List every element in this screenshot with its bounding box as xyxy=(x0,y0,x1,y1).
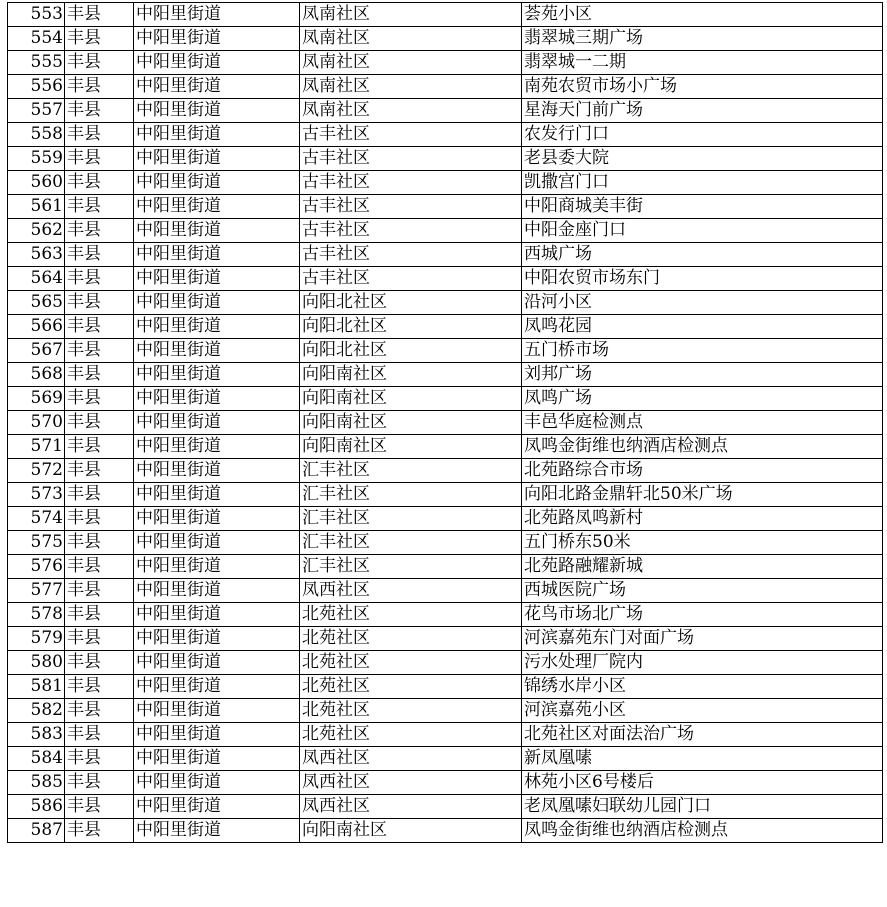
cell-street: 中阳里街道 xyxy=(134,579,300,603)
cell-county: 丰县 xyxy=(65,699,134,723)
cell-community: 古丰社区 xyxy=(300,243,522,267)
cell-community: 向阳南社区 xyxy=(300,387,522,411)
table-row xyxy=(8,243,883,267)
table-row xyxy=(8,627,883,651)
cell-county: 丰县 xyxy=(65,195,134,219)
cell-number: 561 xyxy=(8,195,65,219)
cell-street: 中阳里街道 xyxy=(134,267,300,291)
cell-site: 翡翠城三期广场 xyxy=(522,27,883,51)
cell-number: 580 xyxy=(8,651,65,675)
table-row xyxy=(8,27,883,51)
cell-community: 凤南社区 xyxy=(300,27,522,51)
cell-street: 中阳里街道 xyxy=(134,723,300,747)
cell-street: 中阳里街道 xyxy=(134,483,300,507)
table-row xyxy=(8,459,883,483)
cell-community: 古丰社区 xyxy=(300,147,522,171)
cell-community: 汇丰社区 xyxy=(300,459,522,483)
cell-site: 北苑路综合市场 xyxy=(522,459,883,483)
cell-number: 559 xyxy=(8,147,65,171)
cell-street: 中阳里街道 xyxy=(134,51,300,75)
cell-community: 北苑社区 xyxy=(300,675,522,699)
cell-number: 584 xyxy=(8,747,65,771)
cell-site: 中阳农贸市场东门 xyxy=(522,267,883,291)
cell-community: 凤西社区 xyxy=(300,747,522,771)
cell-street: 中阳里街道 xyxy=(134,3,300,27)
table-row xyxy=(8,171,883,195)
cell-county: 丰县 xyxy=(65,579,134,603)
cell-community: 汇丰社区 xyxy=(300,531,522,555)
cell-number: 586 xyxy=(8,795,65,819)
table-row xyxy=(8,435,883,459)
table-row xyxy=(8,123,883,147)
table-row xyxy=(8,147,883,171)
table-row xyxy=(8,411,883,435)
cell-site: 沿河小区 xyxy=(522,291,883,315)
table-row xyxy=(8,555,883,579)
cell-community: 向阳南社区 xyxy=(300,435,522,459)
cell-street: 中阳里街道 xyxy=(134,771,300,795)
cell-number: 582 xyxy=(8,699,65,723)
cell-county: 丰县 xyxy=(65,651,134,675)
table-row xyxy=(8,99,883,123)
cell-number: 564 xyxy=(8,267,65,291)
table-row xyxy=(8,75,883,99)
table-row xyxy=(8,795,883,819)
cell-county: 丰县 xyxy=(65,123,134,147)
cell-site: 污水处理厂院内 xyxy=(522,651,883,675)
cell-county: 丰县 xyxy=(65,243,134,267)
table-row xyxy=(8,819,883,843)
cell-street: 中阳里街道 xyxy=(134,699,300,723)
cell-community: 汇丰社区 xyxy=(300,507,522,531)
cell-street: 中阳里街道 xyxy=(134,603,300,627)
table-row xyxy=(8,3,883,27)
cell-number: 555 xyxy=(8,51,65,75)
cell-site: 南苑农贸市场小广场 xyxy=(522,75,883,99)
table-row xyxy=(8,531,883,555)
cell-number: 567 xyxy=(8,339,65,363)
cell-county: 丰县 xyxy=(65,531,134,555)
cell-site: 北苑路融耀新城 xyxy=(522,555,883,579)
table-row xyxy=(8,747,883,771)
cell-community: 北苑社区 xyxy=(300,651,522,675)
cell-street: 中阳里街道 xyxy=(134,411,300,435)
cell-community: 北苑社区 xyxy=(300,603,522,627)
cell-site: 凤鸣花园 xyxy=(522,315,883,339)
cell-community: 凤南社区 xyxy=(300,99,522,123)
cell-county: 丰县 xyxy=(65,99,134,123)
table-row xyxy=(8,507,883,531)
cell-county: 丰县 xyxy=(65,147,134,171)
cell-site: 西城广场 xyxy=(522,243,883,267)
cell-number: 560 xyxy=(8,171,65,195)
cell-community: 向阳南社区 xyxy=(300,411,522,435)
cell-street: 中阳里街道 xyxy=(134,507,300,531)
table-row xyxy=(8,315,883,339)
cell-street: 中阳里街道 xyxy=(134,819,300,843)
cell-site: 向阳北路金鼎轩北50米广场 xyxy=(522,483,883,507)
table-row xyxy=(8,195,883,219)
table-row xyxy=(8,363,883,387)
cell-street: 中阳里街道 xyxy=(134,531,300,555)
cell-site: 星海天门前广场 xyxy=(522,99,883,123)
cell-street: 中阳里街道 xyxy=(134,291,300,315)
cell-number: 583 xyxy=(8,723,65,747)
table-row xyxy=(8,651,883,675)
table-row xyxy=(8,579,883,603)
cell-county: 丰县 xyxy=(65,747,134,771)
cell-community: 凤西社区 xyxy=(300,579,522,603)
cell-county: 丰县 xyxy=(65,819,134,843)
cell-street: 中阳里街道 xyxy=(134,747,300,771)
cell-site: 北苑路凤鸣新村 xyxy=(522,507,883,531)
cell-number: 566 xyxy=(8,315,65,339)
cell-community: 古丰社区 xyxy=(300,171,522,195)
cell-community: 汇丰社区 xyxy=(300,483,522,507)
cell-county: 丰县 xyxy=(65,411,134,435)
table-row xyxy=(8,339,883,363)
cell-community: 向阳北社区 xyxy=(300,315,522,339)
cell-county: 丰县 xyxy=(65,459,134,483)
cell-number: 569 xyxy=(8,387,65,411)
cell-site: 五门桥市场 xyxy=(522,339,883,363)
cell-community: 向阳南社区 xyxy=(300,819,522,843)
table-row xyxy=(8,483,883,507)
cell-street: 中阳里街道 xyxy=(134,339,300,363)
cell-county: 丰县 xyxy=(65,363,134,387)
cell-number: 572 xyxy=(8,459,65,483)
table-row xyxy=(8,51,883,75)
cell-county: 丰县 xyxy=(65,771,134,795)
cell-street: 中阳里街道 xyxy=(134,435,300,459)
cell-street: 中阳里街道 xyxy=(134,315,300,339)
table-row xyxy=(8,723,883,747)
cell-site: 林苑小区6号楼后 xyxy=(522,771,883,795)
cell-number: 558 xyxy=(8,123,65,147)
table-row xyxy=(8,603,883,627)
cell-county: 丰县 xyxy=(65,315,134,339)
cell-community: 古丰社区 xyxy=(300,123,522,147)
cell-county: 丰县 xyxy=(65,75,134,99)
cell-site: 荟苑小区 xyxy=(522,3,883,27)
cell-site: 中阳商城美丰街 xyxy=(522,195,883,219)
cell-street: 中阳里街道 xyxy=(134,171,300,195)
cell-street: 中阳里街道 xyxy=(134,675,300,699)
cell-community: 汇丰社区 xyxy=(300,555,522,579)
cell-street: 中阳里街道 xyxy=(134,123,300,147)
cell-community: 古丰社区 xyxy=(300,195,522,219)
table-row xyxy=(8,291,883,315)
cell-county: 丰县 xyxy=(65,3,134,27)
cell-street: 中阳里街道 xyxy=(134,75,300,99)
cell-number: 562 xyxy=(8,219,65,243)
cell-community: 凤西社区 xyxy=(300,771,522,795)
cell-number: 565 xyxy=(8,291,65,315)
cell-number: 556 xyxy=(8,75,65,99)
cell-number: 563 xyxy=(8,243,65,267)
cell-number: 587 xyxy=(8,819,65,843)
cell-street: 中阳里街道 xyxy=(134,27,300,51)
cell-number: 578 xyxy=(8,603,65,627)
cell-number: 581 xyxy=(8,675,65,699)
cell-number: 570 xyxy=(8,411,65,435)
cell-county: 丰县 xyxy=(65,27,134,51)
cell-site: 河滨嘉苑东门对面广场 xyxy=(522,627,883,651)
cell-number: 579 xyxy=(8,627,65,651)
table-body xyxy=(8,3,883,843)
cell-community: 向阳南社区 xyxy=(300,363,522,387)
cell-site: 老县委大院 xyxy=(522,147,883,171)
cell-number: 576 xyxy=(8,555,65,579)
cell-number: 574 xyxy=(8,507,65,531)
cell-site: 丰邑华庭检测点 xyxy=(522,411,883,435)
cell-site: 西城医院广场 xyxy=(522,579,883,603)
table-row xyxy=(8,699,883,723)
cell-street: 中阳里街道 xyxy=(134,363,300,387)
cell-site: 花鸟市场北广场 xyxy=(522,603,883,627)
cell-community: 北苑社区 xyxy=(300,723,522,747)
cell-number: 568 xyxy=(8,363,65,387)
cell-site: 老凤凰嗉妇联幼儿园门口 xyxy=(522,795,883,819)
cell-site: 北苑社区对面法治广场 xyxy=(522,723,883,747)
cell-community: 向阳北社区 xyxy=(300,291,522,315)
cell-community: 北苑社区 xyxy=(300,699,522,723)
cell-county: 丰县 xyxy=(65,435,134,459)
table-row xyxy=(8,771,883,795)
cell-community: 古丰社区 xyxy=(300,267,522,291)
table-row xyxy=(8,387,883,411)
cell-site: 锦绣水岸小区 xyxy=(522,675,883,699)
cell-street: 中阳里街道 xyxy=(134,459,300,483)
cell-street: 中阳里街道 xyxy=(134,243,300,267)
cell-county: 丰县 xyxy=(65,483,134,507)
cell-community: 凤南社区 xyxy=(300,51,522,75)
cell-number: 575 xyxy=(8,531,65,555)
cell-county: 丰县 xyxy=(65,723,134,747)
cell-county: 丰县 xyxy=(65,171,134,195)
testing-sites-table xyxy=(7,2,883,843)
cell-site: 凤鸣金街维也纳酒店检测点 xyxy=(522,435,883,459)
cell-site: 河滨嘉苑小区 xyxy=(522,699,883,723)
cell-number: 554 xyxy=(8,27,65,51)
cell-county: 丰县 xyxy=(65,267,134,291)
cell-site: 中阳金座门口 xyxy=(522,219,883,243)
cell-site: 刘邦广场 xyxy=(522,363,883,387)
cell-county: 丰县 xyxy=(65,555,134,579)
cell-street: 中阳里街道 xyxy=(134,555,300,579)
cell-site: 五门桥东50米 xyxy=(522,531,883,555)
cell-county: 丰县 xyxy=(65,507,134,531)
cell-county: 丰县 xyxy=(65,795,134,819)
cell-site: 翡翠城一二期 xyxy=(522,51,883,75)
cell-street: 中阳里街道 xyxy=(134,387,300,411)
cell-site: 凯撒宫门口 xyxy=(522,171,883,195)
cell-county: 丰县 xyxy=(65,675,134,699)
cell-county: 丰县 xyxy=(65,603,134,627)
cell-street: 中阳里街道 xyxy=(134,651,300,675)
cell-number: 553 xyxy=(8,3,65,27)
cell-number: 573 xyxy=(8,483,65,507)
cell-county: 丰县 xyxy=(65,339,134,363)
cell-street: 中阳里街道 xyxy=(134,147,300,171)
cell-county: 丰县 xyxy=(65,51,134,75)
cell-number: 585 xyxy=(8,771,65,795)
cell-community: 凤西社区 xyxy=(300,795,522,819)
cell-street: 中阳里街道 xyxy=(134,99,300,123)
table-row xyxy=(8,675,883,699)
cell-community: 凤南社区 xyxy=(300,75,522,99)
table-row xyxy=(8,267,883,291)
cell-site: 新凤凰嗉 xyxy=(522,747,883,771)
cell-site: 凤鸣广场 xyxy=(522,387,883,411)
cell-number: 571 xyxy=(8,435,65,459)
cell-street: 中阳里街道 xyxy=(134,219,300,243)
cell-number: 557 xyxy=(8,99,65,123)
cell-number: 577 xyxy=(8,579,65,603)
cell-street: 中阳里街道 xyxy=(134,627,300,651)
cell-county: 丰县 xyxy=(65,219,134,243)
cell-site: 农发行门口 xyxy=(522,123,883,147)
cell-community: 凤南社区 xyxy=(300,3,522,27)
cell-county: 丰县 xyxy=(65,387,134,411)
cell-site: 凤鸣金街维也纳酒店检测点 xyxy=(522,819,883,843)
cell-community: 北苑社区 xyxy=(300,627,522,651)
table-row xyxy=(8,219,883,243)
cell-county: 丰县 xyxy=(65,291,134,315)
cell-county: 丰县 xyxy=(65,627,134,651)
cell-community: 古丰社区 xyxy=(300,219,522,243)
cell-street: 中阳里街道 xyxy=(134,195,300,219)
cell-street: 中阳里街道 xyxy=(134,795,300,819)
cell-community: 向阳北社区 xyxy=(300,339,522,363)
